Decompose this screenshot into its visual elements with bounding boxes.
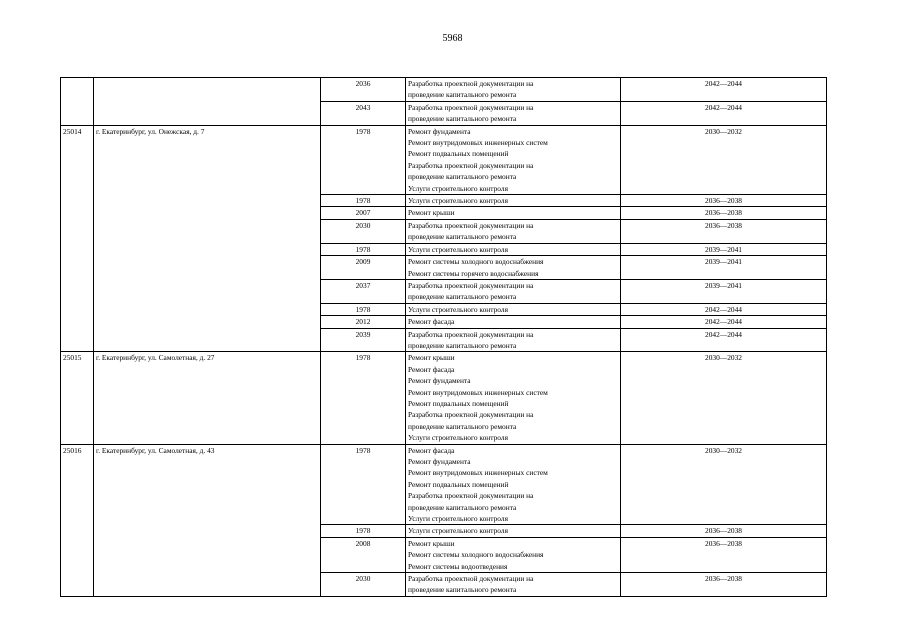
work-line: Ремонт крыши (408, 353, 455, 363)
work-line: Разработка проектной документации на (408, 280, 534, 290)
year-cell: 2036 (321, 78, 406, 102)
building-code (61, 78, 94, 126)
work-type-cell (406, 279, 621, 303)
table-row (61, 125, 827, 194)
work-line: Ремонт фундамента (408, 457, 471, 466)
period-cell: 2042—2044 (621, 303, 827, 315)
work-line: Разработка проектной документации на (408, 79, 534, 88)
period-cell: 2039—2041 (621, 243, 827, 255)
work-line: проведение капитального ремонта (408, 340, 517, 350)
year-cell: 1978 (321, 352, 406, 444)
work-line: Разработка проектной документации на (408, 574, 534, 584)
period-cell: 2036—2038 (621, 207, 827, 219)
work-type-cell (406, 316, 621, 328)
work-type-cell (406, 444, 621, 525)
work-type-cell (406, 101, 621, 125)
period-cell: 2030—2032 (621, 125, 827, 194)
period-cell: 2030—2032 (621, 352, 827, 444)
year-cell: 1978 (321, 303, 406, 315)
work-line: Ремонт фасада (408, 317, 455, 327)
work-line: Разработка проектной документации на (408, 329, 534, 339)
period-cell: 2030—2032 (621, 444, 827, 525)
table-row (61, 78, 827, 102)
work-line: Ремонт фасада (408, 364, 455, 374)
period-cell: 2042—2044 (621, 78, 827, 102)
work-type-cell (406, 537, 621, 572)
work-type-cell (406, 125, 621, 194)
work-line: проведение капитального ремонта (408, 172, 517, 182)
table-row (61, 444, 827, 525)
work-line: Ремонт фундамента (408, 126, 471, 136)
work-line: проведение капитального ремонта (408, 292, 517, 302)
work-line: проведение капитального ремонта (408, 585, 517, 595)
work-type-cell (406, 256, 621, 280)
year-cell: 1978 (321, 525, 406, 537)
work-line: Ремонт подвальных помещений (408, 149, 509, 159)
building-address: г. Екатеринбург, ул. Самолетная, д. 27 (94, 352, 321, 444)
work-line: Ремонт внутридомовых инженерных систем (408, 387, 548, 397)
period-cell: 2036—2038 (621, 573, 827, 597)
work-type-cell (406, 573, 621, 597)
year-cell: 2009 (321, 256, 406, 280)
work-line: Услуги строительного контроля (408, 196, 508, 206)
year-cell: 1978 (321, 243, 406, 255)
work-line: проведение капитального ремонта (408, 421, 517, 431)
year-cell: 2012 (321, 316, 406, 328)
year-cell: 2043 (321, 101, 406, 125)
period-cell: 2039—2041 (621, 256, 827, 280)
work-type-cell (406, 195, 621, 207)
work-line: Услуги строительного контроля (408, 514, 508, 524)
building-address (94, 78, 321, 126)
work-type-cell (406, 243, 621, 255)
page-number: 5968 (442, 33, 463, 44)
building-address: г. Екатеринбург, ул. Онежская, д. 7 (94, 125, 321, 352)
capital-repair-table (60, 77, 827, 597)
period-cell: 2042—2044 (621, 101, 827, 125)
work-line: проведение капитального ремонта (408, 90, 517, 100)
work-line: Ремонт системы холодного водоснабжения (408, 257, 544, 267)
work-line: Ремонт крыши (408, 538, 455, 548)
work-line: Ремонт системы холодного водоснабжения (408, 550, 544, 560)
building-code: 25016 (61, 444, 94, 596)
work-line: Ремонт внутридомовых инженерных систем (408, 138, 548, 148)
period-cell: 2036—2038 (621, 525, 827, 537)
work-line: проведение капитального ремонта (408, 232, 517, 242)
period-cell: 2042—2044 (621, 328, 827, 352)
period-cell: 2036—2038 (621, 219, 827, 243)
work-line: Ремонт системы горячего водоснабжения (408, 268, 539, 278)
work-line: Ремонт внутридомовых инженерных систем (408, 468, 548, 478)
work-line: Ремонт системы водоотведения (408, 561, 508, 571)
period-cell: 2039—2041 (621, 279, 827, 303)
work-type-cell (406, 207, 621, 219)
year-cell: 2007 (321, 207, 406, 219)
period-cell: 2036—2038 (621, 195, 827, 207)
work-line: Услуги строительного контроля (408, 433, 508, 443)
building-code: 25015 (61, 352, 94, 444)
work-line: Услуги строительного контроля (408, 183, 508, 193)
year-cell: 2037 (321, 279, 406, 303)
period-cell: 2042—2044 (621, 316, 827, 328)
building-address: г. Екатеринбург, ул. Самолетная, д. 43 (94, 444, 321, 596)
work-line: Ремонт подвальных помещений (408, 479, 509, 489)
year-cell: 2008 (321, 537, 406, 572)
year-cell: 1978 (321, 444, 406, 525)
work-line: Ремонт крыши (408, 208, 455, 218)
work-line: проведение капитального ремонта (408, 502, 517, 512)
work-type-cell (406, 328, 621, 352)
table-row (61, 352, 827, 444)
work-line: Услуги строительного контроля (408, 244, 508, 254)
work-line: Разработка проектной документации на (408, 220, 534, 230)
work-line: Ремонт подвальных помещений (408, 398, 509, 408)
work-line: проведение капитального ремонта (408, 114, 517, 124)
work-line: Ремонт фасада (408, 445, 455, 455)
work-type-cell (406, 303, 621, 315)
work-type-cell (406, 525, 621, 537)
work-type-cell (406, 78, 621, 102)
building-code: 25014 (61, 125, 94, 352)
work-line: Ремонт фундамента (408, 376, 471, 386)
work-line: Разработка проектной документации на (408, 102, 534, 112)
period-cell: 2036—2038 (621, 537, 827, 572)
work-line: Услуги строительного контроля (408, 304, 508, 314)
work-line: Разработка проектной документации на (408, 491, 534, 501)
work-type-cell (406, 219, 621, 243)
year-cell: 2039 (321, 328, 406, 352)
year-cell: 1978 (321, 125, 406, 194)
work-line: Разработка проектной документации на (408, 160, 534, 170)
year-cell: 2030 (321, 573, 406, 597)
table-body (61, 78, 827, 597)
work-type-cell (406, 352, 621, 444)
work-line: Услуги строительного контроля (408, 526, 508, 536)
year-cell: 2030 (321, 219, 406, 243)
work-line: Разработка проектной документации на (408, 410, 534, 420)
year-cell: 1978 (321, 195, 406, 207)
